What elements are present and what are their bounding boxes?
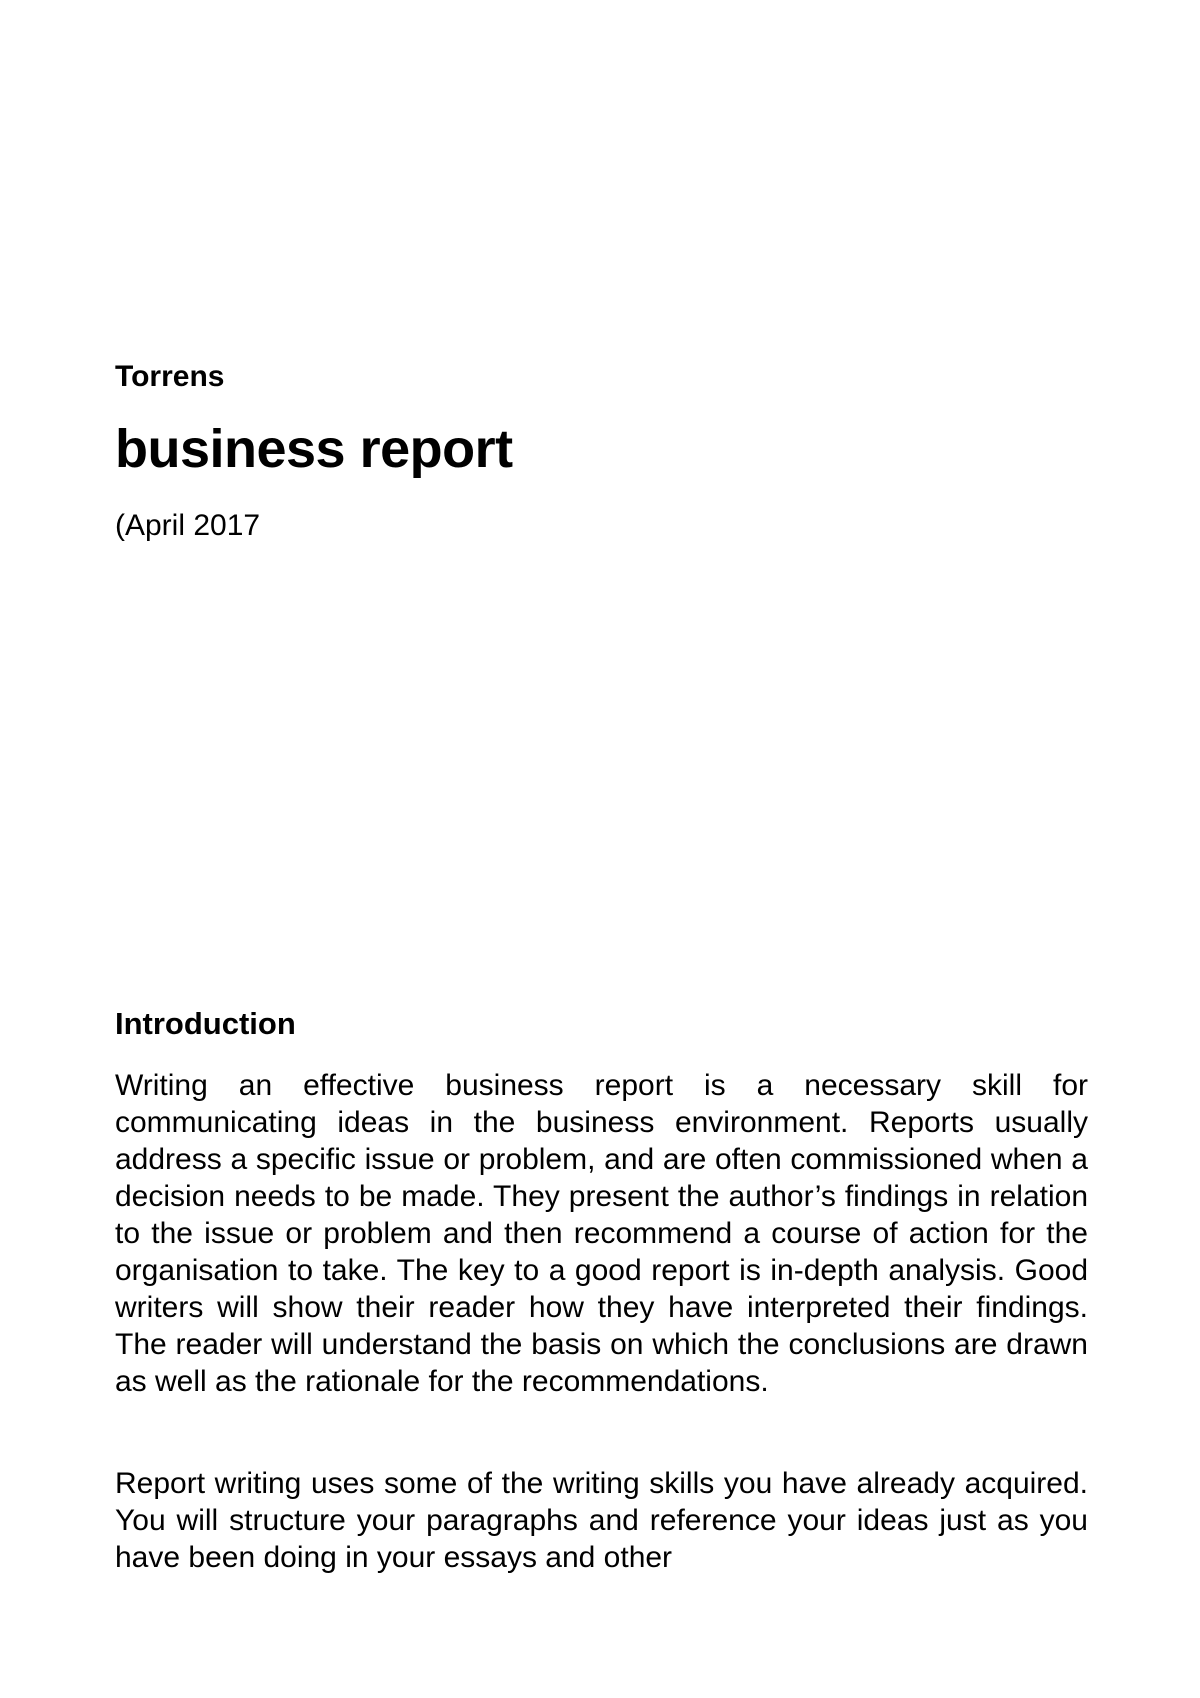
introduction-heading: Introduction [115,1006,296,1041]
document-title: business report [115,419,513,479]
organisation-name: Torrens [115,360,225,393]
document-date: (April 2017 [115,509,261,542]
introduction-paragraph-2: Report writing uses some of the writing skills you have already acquired. You will structure your paragraphs and reference your ideas just as you have been doing in your essays and other [115,1467,1088,1574]
introduction-paragraph-1: Writing an effective business report is a necessary skill for communicating ideas in the business environment. Reports usually address a specific issue or problem, and are often commissioned when a decision needs to be made. They present the author’s findings in relation to the issue or problem and then recommend a course of action for the organisation to take. The key to a good report is in-depth analysis. Good writers will show their reader how they have interpreted their findings. The reader will understand the basis on which the conclusions are drawn as well as the rationale for the recommendations. [115,1069,1088,1398]
